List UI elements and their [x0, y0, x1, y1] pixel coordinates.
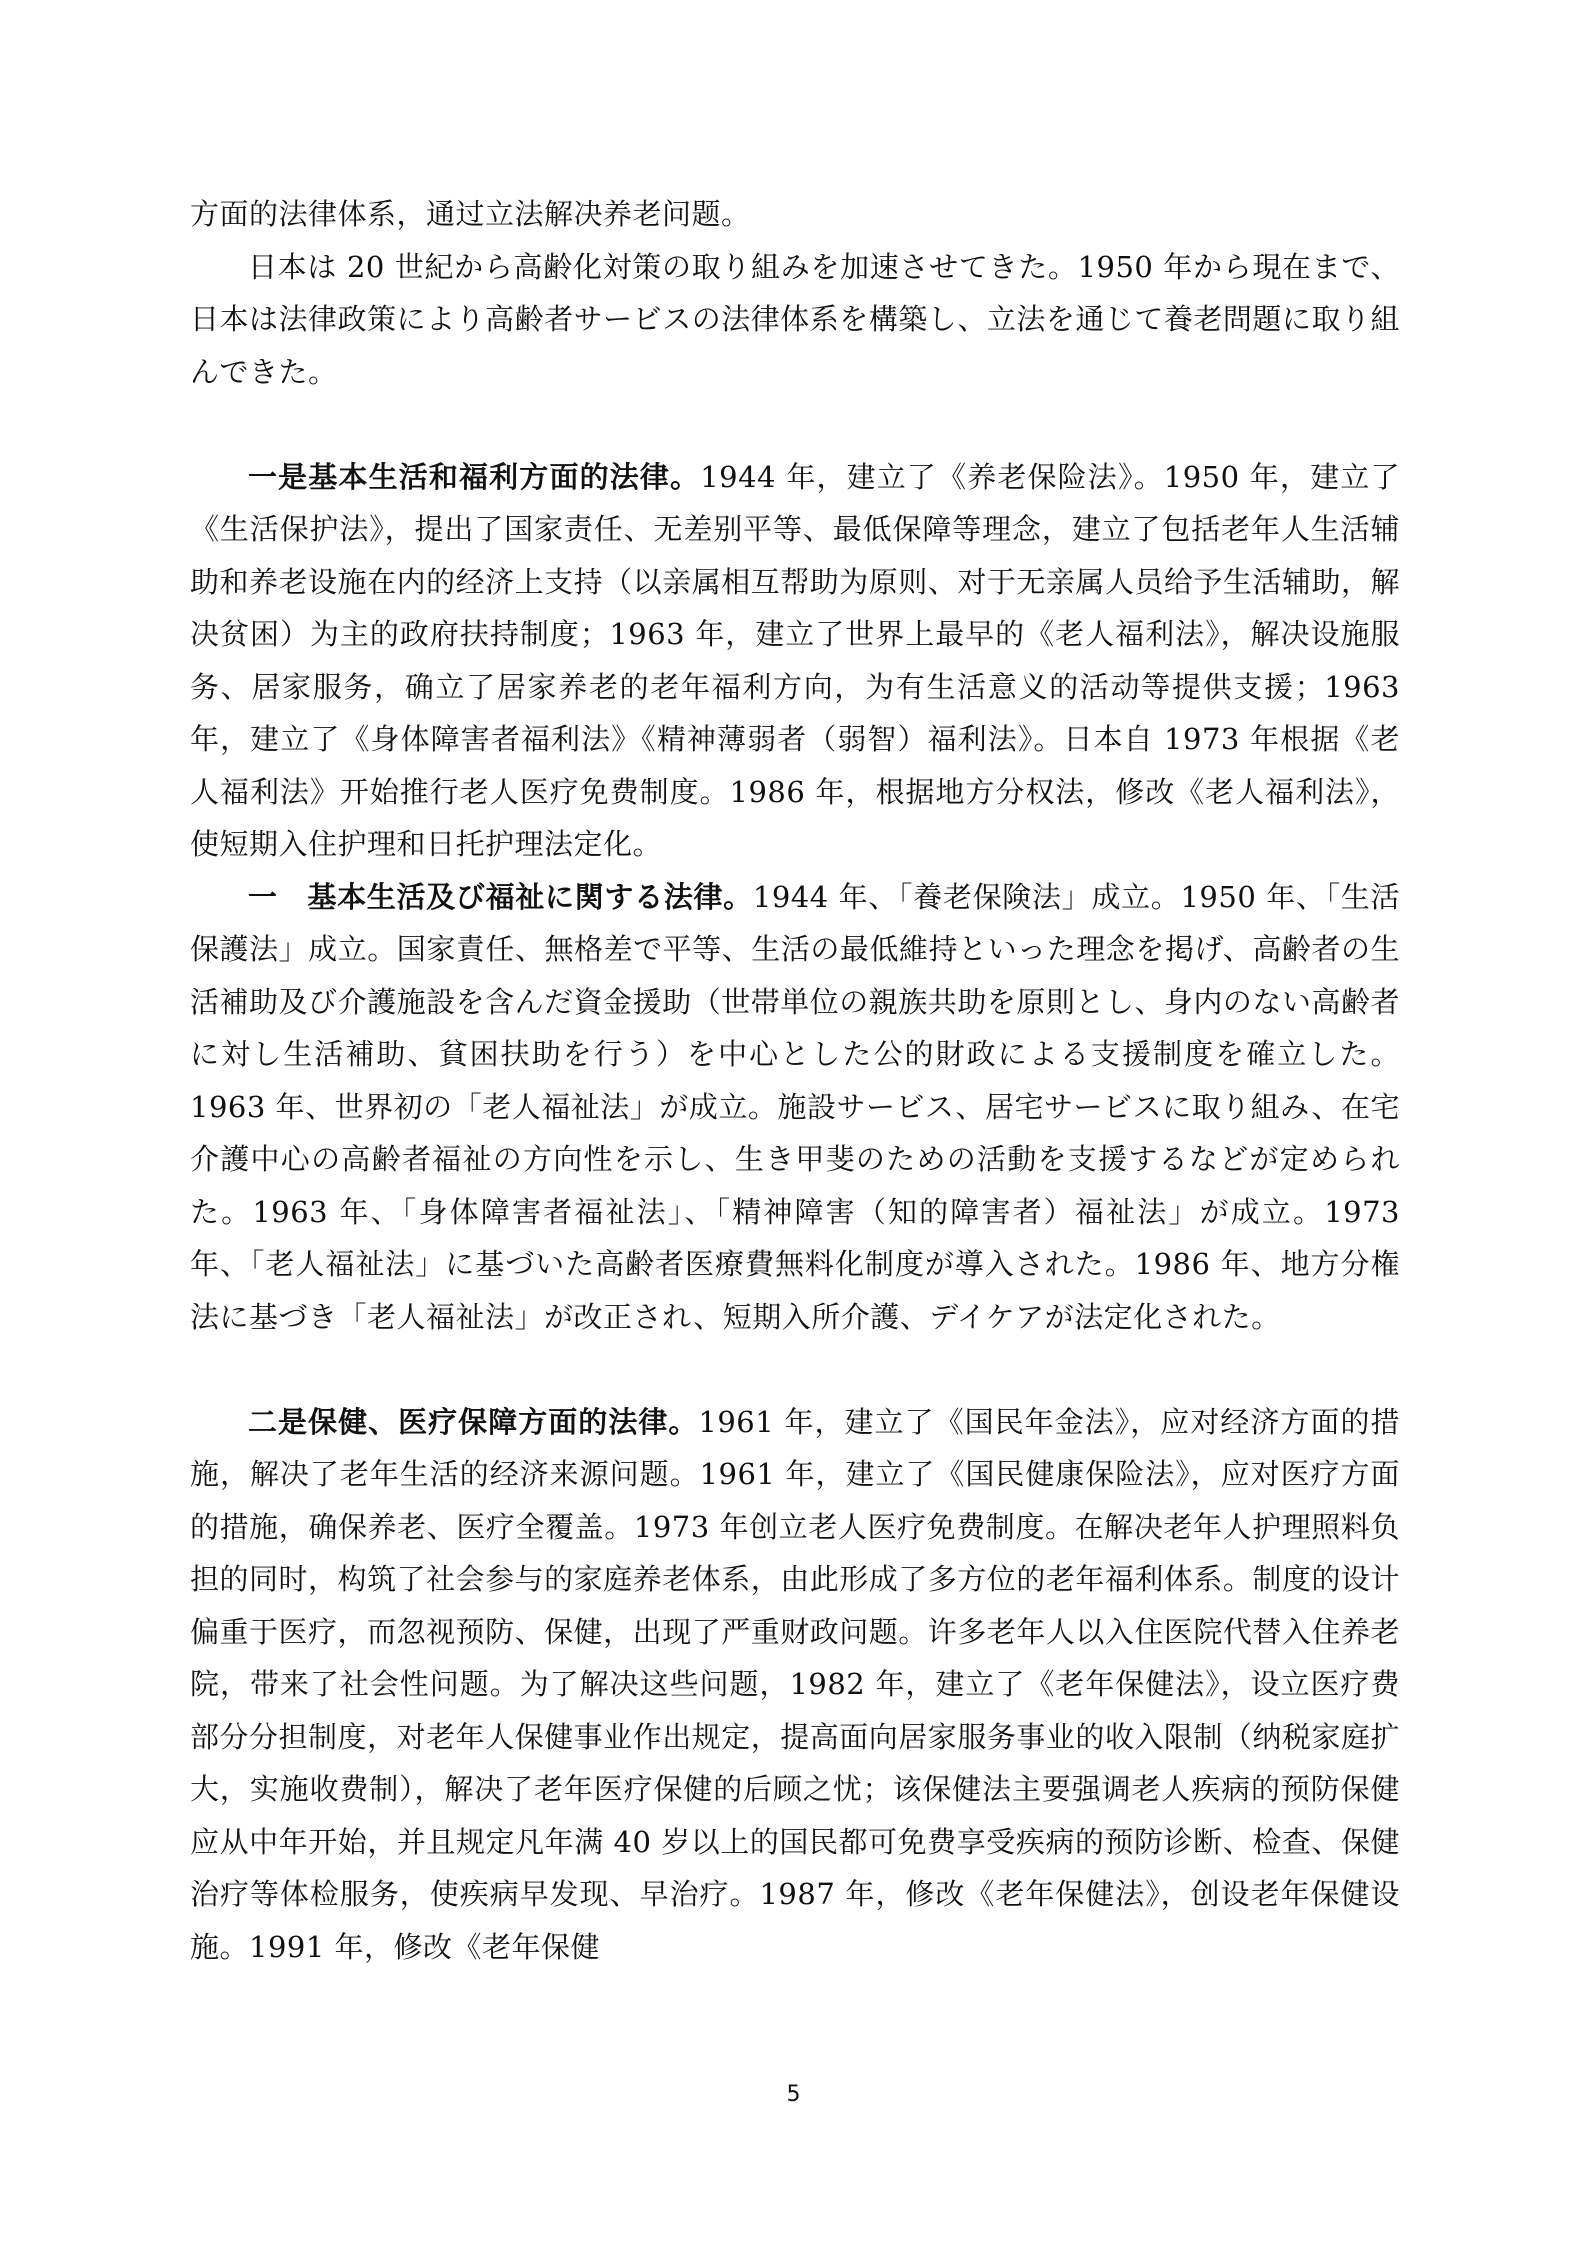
paragraph-lead-heading: 二是保健、医疗保障方面的法律。	[248, 1404, 699, 1439]
paragraph-lead-heading: 一是基本生活和福利方面的法律。	[248, 459, 701, 494]
paragraph-spacer	[190, 1343, 1400, 1396]
paragraph-text: 1944 年，建立了《养老保险法》。1950 年，建立了《生活保护法》，提出了国家责任、无差别平等、最低保障等理念，建立了包括老年人生活辅助和养老设施在内的经济上支持（以亲属相互帮助为原则、对于无亲属人员给予生活辅助，解决贫困）为主的政府扶持制度；1963 年，建立了世界上最早的《老人福利法》，解决设施服务、居家服务，确立了居家养老的老年福利方向，为有生活意义的活动等提供支援；1963 年，建立了《身体障害者福利法》《精神薄弱者（弱智）福利法》。日本自 1973 年根据《老人福利法》开始推行老人医疗免费制度。1986 年，根据地方分权法，修改《老人福利法》，使短期入住护理和日托护理法定化。	[190, 459, 1400, 861]
paragraph-health-medical-law-cn	[190, 1396, 1400, 1974]
paragraph-text: 日本は 20 世紀から高齢化対策の取り組みを加速させてきた。1950 年から現在まで、日本は法律政策により高齢者サービスの法律体系を構築し、立法を通じて養老問題に取り組んできた。	[190, 249, 1400, 389]
paragraph-continuation	[190, 188, 1400, 241]
paragraph-lead-heading: 一 基本生活及び福祉に関する法律。	[248, 879, 753, 914]
paragraph-text: 方面的法律体系，通过立法解决养老问题。	[190, 197, 751, 231]
paragraph-text: 1961 年，建立了《国民年金法》，应对经济方面的措施，解决了老年生活的经济来源问题。1961 年，建立了《国民健康保险法》，应对医疗方面的措施，确保养老、医疗全覆盖。1973 年创立老人医疗免费制度。在解决老年人护理照料负担的同时，构筑了社会参与的家庭养老体系，由此形成了多方位的老年福利体系。制度的设计偏重于医疗，而忽视预防、保健，出现了严重财政问题。许多老年人以入住医院代替入住养老院，带来了社会性问题。为了解决这些问题，1982 年，建立了《老年保健法》，设立医疗费部分分担制度，对老年人保健事业作出规定，提高面向居家服务事业的收入限制（纳税家庭扩大，实施收费制），解决了老年医疗保健的后顾之忧；该保健法主要强调老人疾病的预防保健应从中年开始，并且规定凡年满 40 岁以上的国民都可免费享受疾病的预防诊断、检查、保健治疗等体检服务，使疾病早发现、早治疗。1987 年，修改《老年保健法》，创设老年保健设施。1991 年，修改《老年保健	[190, 1404, 1400, 1964]
paragraph-japanese-intro	[190, 241, 1400, 399]
paragraph-spacer	[190, 398, 1400, 451]
paragraph-basic-life-welfare-law-cn	[190, 451, 1400, 871]
document-body	[190, 188, 1400, 1973]
paragraph-basic-life-welfare-law-jp	[190, 871, 1400, 1344]
paragraph-text: 1944 年、「養老保険法」成立。1950 年、「生活保護法」成立。国家責任、無格差で平等、生活の最低維持といった理念を掲げ、高齢者の生活補助及び介護施設を含んだ資金援助（世帯単位の親族共助を原則とし、身内のない高齢者に対し生活補助、貧困扶助を行う）を中心とした公的財政による支援制度を確立した。1963 年、世界初の「老人福祉法」が成立。施設サービス、居宅サービスに取り組み、在宅介護中心の高齢者福祉の方向性を示し、生き甲斐のための活動を支援するなどが定められた。1963 年、「身体障害者福祉法」、「精神障害（知的障害者）福祉法」が成立。1973 年、「老人福祉法」に基づいた高齢者医療費無料化制度が導入された。1986 年、地方分権法に基づき「老人福祉法」が改正され、短期入所介護、デイケアが法定化された。	[190, 879, 1400, 1334]
page-number: 5	[786, 2082, 801, 2107]
